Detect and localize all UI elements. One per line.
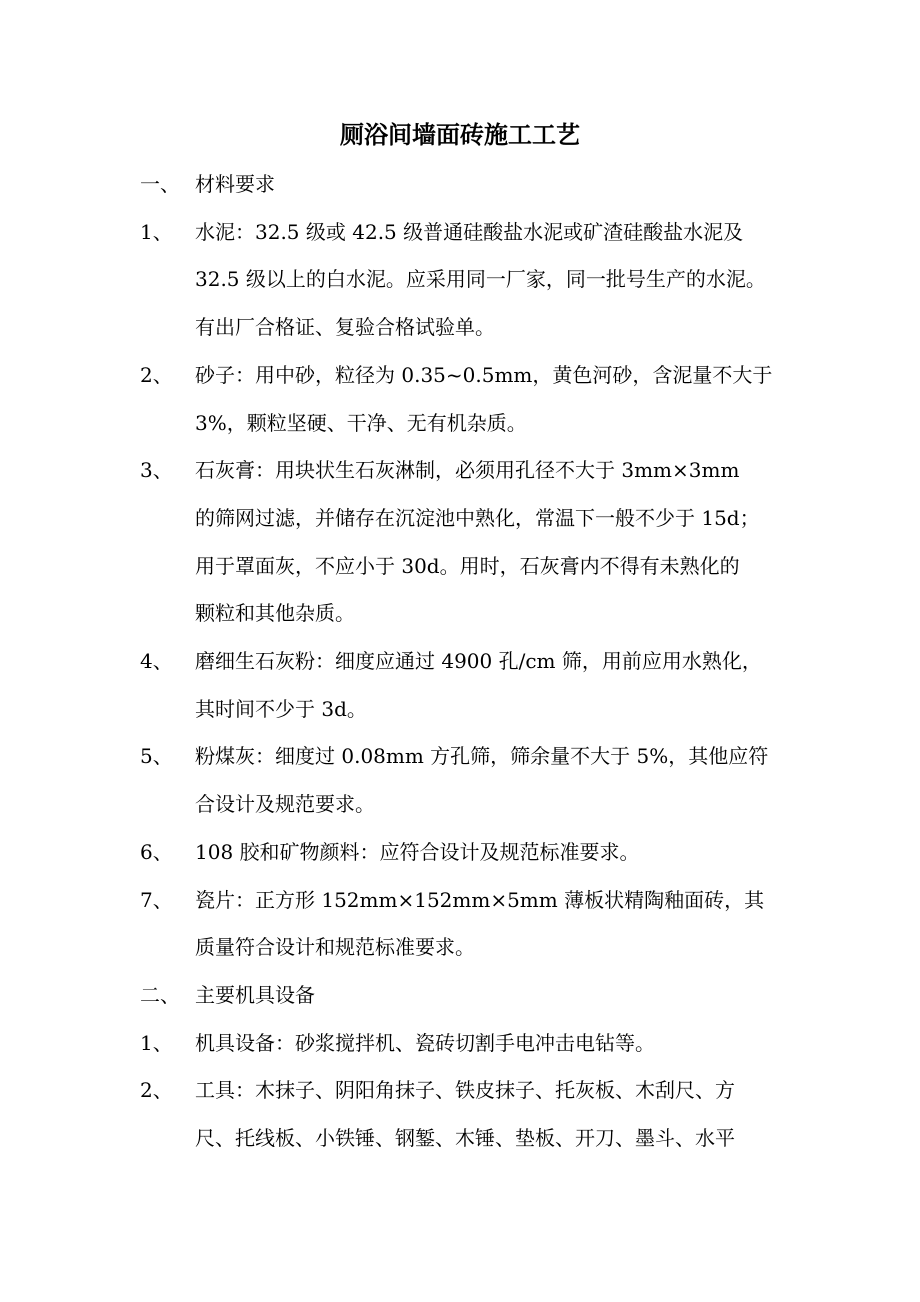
- document-title: 厕浴间墙面砖施工工艺: [340, 120, 580, 149]
- text-line: 工具：木抹子、阴阳角抹子、铁皮抹子、托灰板、木刮尺、方: [195, 1078, 735, 1103]
- list-item: [140, 447, 790, 638]
- item-number: 2、: [140, 1078, 173, 1103]
- item-text: [195, 1067, 790, 1162]
- list-item: [140, 1020, 790, 1068]
- item-number: 4、: [140, 649, 173, 674]
- text-line: 砂子：用中砂，粒径为 0.35~0.5mm，黄色河砂，含泥量不大于: [195, 362, 773, 387]
- text-line: 颗粒和其他杂质。: [195, 601, 355, 626]
- text-line: 机具设备：砂浆搅拌机、瓷砖切割手电冲击电钻等。: [195, 1030, 655, 1055]
- text-line: 用于罩面灰，不应小于 30d。用时，石灰膏内不得有未熟化的: [195, 553, 740, 578]
- text-line: 材料要求: [195, 172, 275, 196]
- text-line: 主要机具设备: [195, 982, 315, 1007]
- item-text: [195, 733, 790, 828]
- document-body: [140, 161, 790, 1163]
- text-line: 水泥：32.5 级或 42.5 级普通硅酸盐水泥或矿渣硅酸盐水泥及: [195, 219, 744, 244]
- item-text: [195, 447, 790, 638]
- item-text: [195, 877, 790, 972]
- item-text: [195, 352, 790, 447]
- text-line: 质量符合设计和规范标准要求。: [195, 935, 475, 960]
- item-number: 一、: [140, 172, 180, 196]
- item-number: 1、: [140, 1030, 173, 1055]
- item-text: [195, 1020, 790, 1068]
- item-text: [195, 829, 790, 877]
- item-text: [195, 972, 790, 1020]
- item-text: [195, 209, 790, 352]
- list-item: [140, 829, 790, 877]
- list-item: [140, 972, 790, 1020]
- item-text: [195, 161, 790, 209]
- list-item: [140, 209, 790, 352]
- text-line: 石灰膏：用块状生石灰淋制，必须用孔径不大于 3mm×3mm: [195, 458, 740, 483]
- text-line: 粉煤灰：细度过 0.08mm 方孔筛，筛余量不大于 5%，其他应符: [195, 744, 769, 769]
- item-number: 3、: [140, 458, 173, 483]
- text-line: 尺、托线板、小铁锤、钢錾、木锤、垫板、开刀、墨斗、水平: [195, 1126, 735, 1151]
- text-line: 有出厂合格证、复验合格试验单。: [195, 315, 495, 340]
- item-number: 6、: [140, 839, 173, 864]
- text-line: 瓷片：正方形 152mm×152mm×5mm 薄板状精陶釉面砖，其: [195, 887, 765, 912]
- item-number: 5、: [140, 744, 173, 769]
- text-line: 合设计及规范要求。: [195, 792, 375, 817]
- text-line: 磨细生石灰粉：细度应通过 4900 孔/cm 筛，用前应用水熟化，: [195, 649, 762, 674]
- item-number: 2、: [140, 362, 173, 387]
- item-text: [195, 638, 790, 733]
- text-line: 3%，颗粒坚硬、干净、无有机杂质。: [195, 410, 527, 435]
- list-item: [140, 733, 790, 828]
- item-number: 二、: [140, 982, 180, 1007]
- list-item: [140, 352, 790, 447]
- list-item: [140, 1067, 790, 1162]
- item-number: 1、: [140, 219, 173, 244]
- item-number: 7、: [140, 887, 173, 912]
- text-line: 其时间不少于 3d。: [195, 696, 367, 721]
- list-item: [140, 877, 790, 972]
- list-item: [140, 638, 790, 733]
- text-line: 108 胶和矿物颜料：应符合设计及规范标准要求。: [195, 839, 640, 864]
- text-line: 的筛网过滤，并储存在沉淀池中熟化，常温下一般不少于 15d；: [195, 505, 760, 530]
- text-line: 32.5 级以上的白水泥。应采用同一厂家，同一批号生产的水泥。: [195, 267, 766, 292]
- list-item: [140, 161, 790, 209]
